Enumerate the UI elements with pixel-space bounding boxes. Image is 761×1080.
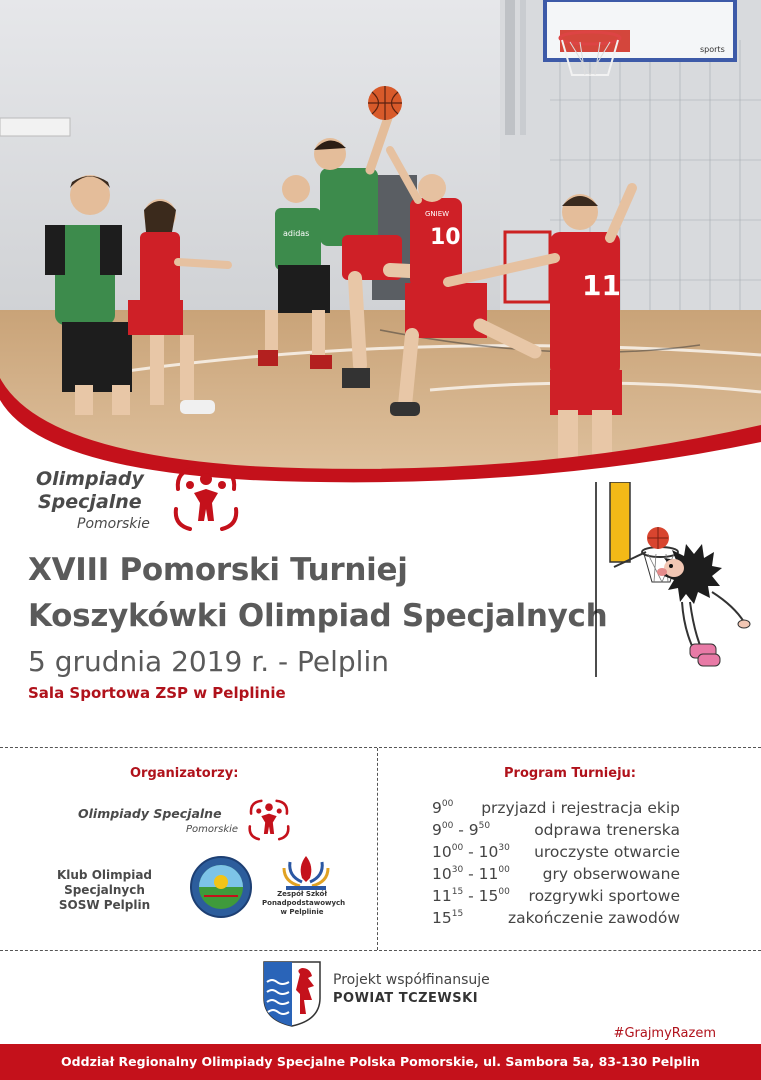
- footer-address: Oddział Regionalny Olimpiady Specjalne Polska Pomorskie, ul. Sambora 5a, 83-130 Pelplin: [61, 1054, 700, 1069]
- program-item: [432, 865, 680, 887]
- program-item-time: $9^{00}$: [432, 799, 454, 817]
- special-olympics-emblem-icon: [170, 463, 242, 535]
- program-item-activity: odprawa trenerska: [534, 821, 680, 839]
- event-date: 5 grudnia 2019 r. - Pelplin: [28, 645, 389, 678]
- zsp-name-line3: w Pelplinie: [280, 908, 324, 916]
- logo-line-specjalne: Specjalne: [38, 491, 142, 513]
- zsp-pelplin-logo-icon: [278, 852, 334, 890]
- event-venue: Sala Sportowa ZSP w Pelplinie: [28, 684, 286, 702]
- organizer-logo-line2: Pomorskie: [186, 824, 239, 835]
- program-item-time: $15^{15}$: [432, 909, 464, 927]
- organizer-logo-line1: Olimpiady Specjalne: [78, 806, 222, 821]
- program-heading: Program Turnieju:: [504, 766, 636, 781]
- zsp-name-line2: Ponadpodstawowych: [262, 899, 346, 907]
- logo-line-olimpiady: Olimpiady: [36, 468, 144, 490]
- jersey-10-text: GNIEW: [425, 210, 450, 218]
- event-title-line2: Koszykówki Olimpiad Specjalnych: [28, 598, 608, 634]
- program-item-activity: zakończenie zawodów: [508, 909, 680, 927]
- program-item-activity: uroczyste otwarcie: [534, 843, 680, 861]
- project-cofinancing-text: Projekt współfinansuje: [333, 972, 490, 988]
- klub-name-line1: Klub Olimpiad Specjalnych: [56, 868, 153, 897]
- divider-top: [0, 747, 761, 748]
- program-item-activity: rozgrywki sportowe: [528, 887, 680, 905]
- zsp-name-line1: Zespół Szkół: [277, 890, 327, 898]
- program-item: [432, 887, 680, 909]
- program-item: [432, 909, 680, 931]
- program-item-time: $9^{00} - 9^{50}$: [432, 821, 491, 839]
- jersey-number-10: 10: [430, 225, 461, 250]
- hedgehog-basketball-cartoon: [594, 482, 756, 682]
- project-funder-name: POWIAT TCZEWSKI: [333, 991, 479, 1006]
- backboard-text: sports: [700, 45, 725, 54]
- program-item-time: $11^{15} - 15^{00}$: [432, 887, 510, 905]
- program-item: [432, 821, 680, 843]
- hero-photo-basketball-game: [0, 0, 761, 486]
- divider-bottom: [0, 950, 761, 951]
- klub-name-line2: SOSW Pelplin: [58, 898, 151, 912]
- bib-text: adidas: [283, 229, 310, 238]
- klub-olimpiad-sosw-logo-icon: [190, 856, 252, 918]
- jersey-number-11: 11: [582, 269, 621, 302]
- program-item-time: $10^{00} - 10^{30}$: [432, 843, 510, 861]
- klub-olimpiad-name: [22, 868, 187, 913]
- program-item: [432, 843, 680, 865]
- program-item-time: $10^{30} - 11^{00}$: [432, 865, 510, 883]
- event-title-line1: XVIII Pomorski Turniej: [28, 552, 408, 588]
- special-olympics-small-emblem-icon: [246, 797, 292, 843]
- program-item-activity: przyjazd i rejestracja ekip: [481, 799, 680, 817]
- organizers-heading: Organizatorzy:: [130, 766, 239, 781]
- program-item-activity: gry obserwowane: [542, 865, 680, 883]
- logo-line-pomorskie: Pomorskie: [77, 516, 150, 532]
- zsp-pelplin-name: [262, 890, 346, 917]
- hashtag: #GrajmyRazem: [613, 1026, 716, 1041]
- powiat-tczewski-coat-of-arms-icon: [262, 960, 322, 1028]
- program-item: [432, 799, 680, 821]
- divider-vertical: [377, 748, 378, 950]
